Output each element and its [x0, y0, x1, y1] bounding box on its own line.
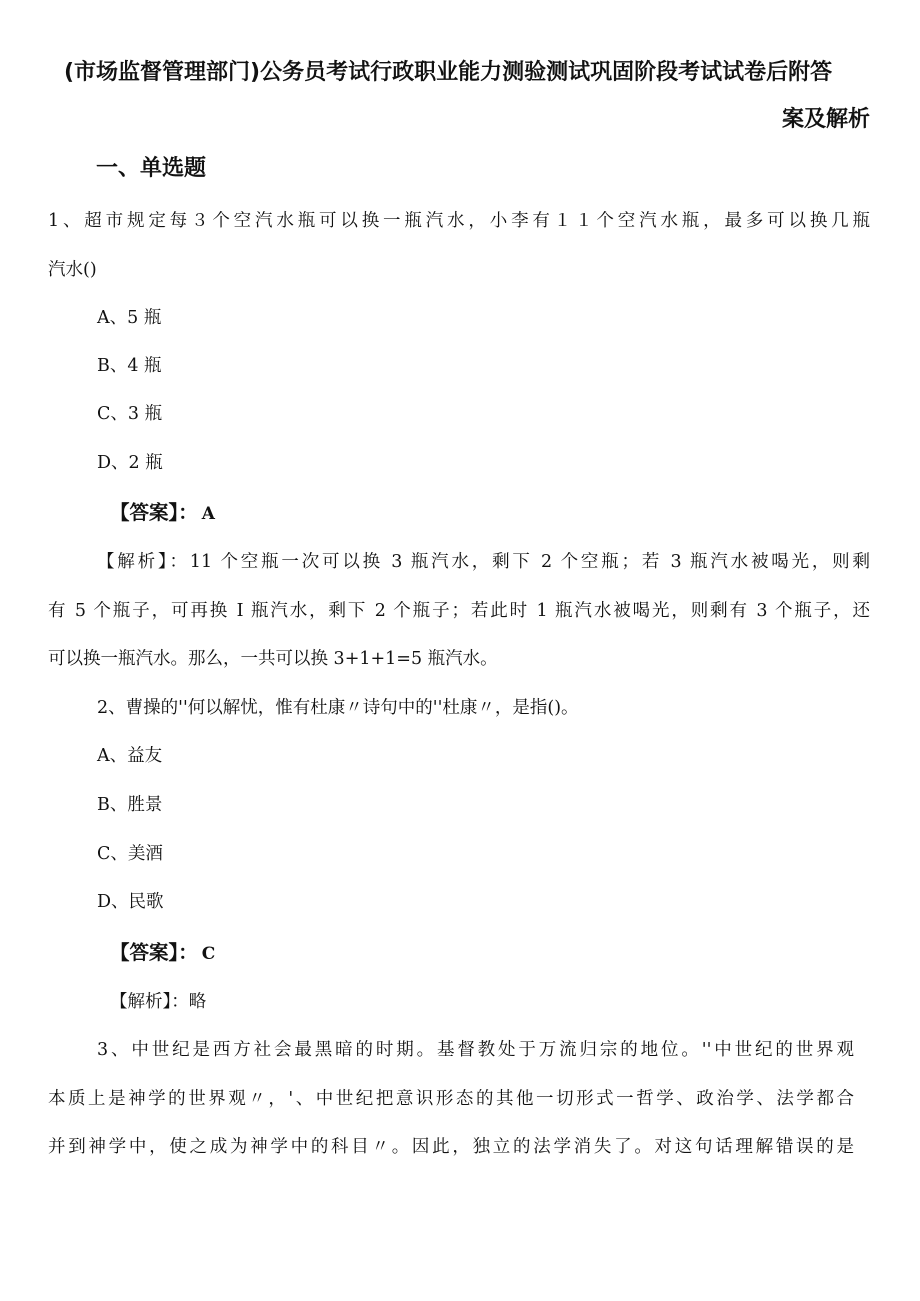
answer-label: 【答案】：	[110, 941, 198, 964]
question-1-stem-line-1: 1、超市规定每３个空汽水瓶可以换一瓶汽水，小李有１１个空汽水瓶，最多可以换几瓶	[48, 211, 870, 231]
question-2-option-d: D、民歌	[97, 892, 164, 912]
answer-value: A	[201, 504, 215, 524]
question-1-explanation-line-1: 【解析】：11 个空瓶一次可以换 3 瓶汽水，剩下 2 个空瓶；若 3 瓶汽水被喝光，则剩	[97, 552, 870, 572]
question-1-option-d: D、2 瓶	[97, 453, 163, 473]
question-3-stem-line-3: 并到神学中，使之成为神学中的科目〃。因此，独立的法学消失了。对这句话理解错误的是	[48, 1137, 854, 1157]
question-2-option-c: C、美酒	[97, 844, 163, 864]
question-1-explanation-line-3: 可以换一瓶汽水。那么，一共可以换 3+1+1=5 瓶汽水。	[48, 649, 498, 669]
question-3-stem-line-2: 本质上是神学的世界观〃，'、中世纪把意识形态的其他一切形式一哲学、政治学、法学都合	[48, 1089, 854, 1109]
question-2-explanation-line-1: 【解析】：略	[110, 992, 207, 1012]
question-1-answer	[110, 499, 215, 528]
question-2-answer	[110, 939, 215, 968]
answer-value: C	[201, 944, 216, 964]
question-2-option-a: A、益友	[97, 746, 163, 766]
document-title-line-1: (市场监督管理部门)公务员考试行政职业能力测验测试巩固阶段考试试卷后附答	[64, 60, 833, 85]
question-1-option-c: C、3 瓶	[97, 404, 163, 424]
question-2-option-b: B、胜景	[97, 795, 163, 815]
question-1-explanation-line-2: 有 5 个瓶子，可再换 I 瓶汽水，剩下 2 个瓶子；若此时 1 瓶汽水被喝光，则剩有 3 个瓶子，还	[48, 601, 870, 621]
question-1-stem-line-2: 汽水()	[48, 260, 97, 280]
question-3-stem-line-1: 3、中世纪是西方社会最黑暗的时期。基督教处于万流归宗的地位。''中世纪的世界观	[97, 1040, 854, 1060]
answer-label: 【答案】：	[110, 501, 198, 524]
question-2-stem-line-1: 2、曹操的''何以解忧，惟有杜康〃诗句中的''杜康〃，是指()。	[97, 698, 579, 718]
section-heading: 一、单选题	[96, 156, 207, 181]
question-1-option-b: B、4 瓶	[97, 356, 162, 376]
document-title-line-2: 案及解析	[781, 107, 870, 132]
question-1-option-a: A、5 瓶	[97, 308, 162, 328]
